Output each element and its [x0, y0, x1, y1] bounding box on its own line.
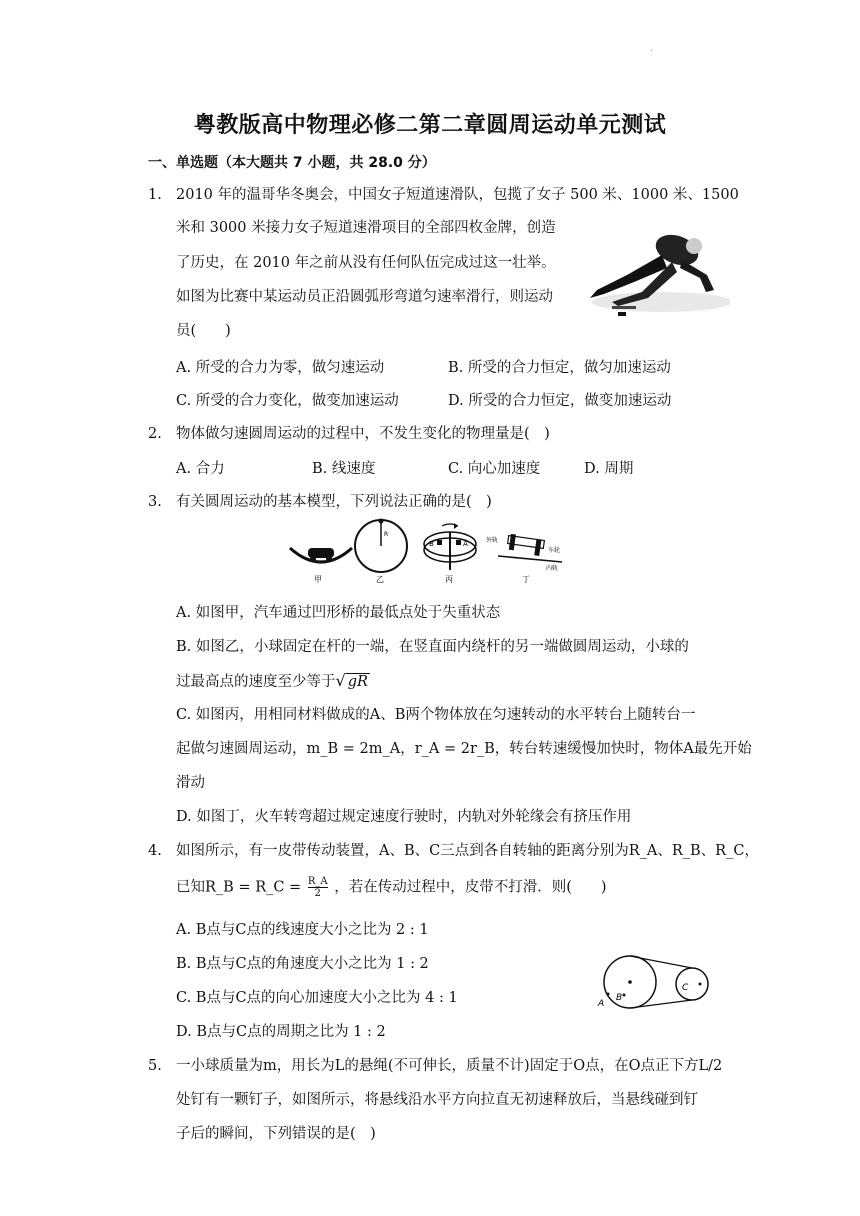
q2-option-c: C. 向心加速度	[448, 461, 541, 477]
q4-number: 4.	[148, 843, 162, 859]
figure-label-a: A	[463, 540, 468, 548]
fraction-numerator: R_A	[307, 876, 328, 887]
belt-label-b: B	[616, 993, 623, 1003]
q5-line-1: 一小球质量为m，用长为L的悬绳(不可伸长，质量不计)固定于O点，在O点正下方L/2	[176, 1058, 723, 1074]
q1-line-4: 如图为比赛中某运动员正沿圆弧形弯道匀速率滑行，则运动	[176, 289, 553, 305]
q1-option-b: B. 所受的合力恒定，做匀加速运动	[448, 360, 671, 376]
q2-option-a: A. 合力	[176, 461, 225, 477]
q5-line-3: 子后的瞬间，下列错误的是( )	[176, 1126, 376, 1142]
q1-line-5: 员( )	[176, 323, 231, 339]
figure-label-yi: 乙	[376, 575, 384, 584]
figure-label-jia: 甲	[314, 575, 322, 584]
q2-number: 2.	[148, 426, 162, 442]
document-title: 粤教版高中物理必修二第二章圆周运动单元测试	[193, 113, 667, 138]
figure-label-ding: 丁	[522, 575, 530, 584]
q2-text: 物体做匀速圆周运动的过程中，不发生变化的物理量是( )	[176, 426, 550, 442]
q2-option-b: B. 线速度	[312, 461, 376, 477]
q3-figures	[286, 518, 576, 586]
q3-option-c-line-3: 滑动	[176, 775, 205, 791]
q1-line-2: 米和 3000 米接力女子短道速滑项目的全部四枚金牌，创造	[176, 220, 556, 236]
sqrt-gr: gR	[347, 674, 368, 690]
q1-line-3: 了历史，在 2010 年之前从没有任何队伍完成过这一壮举。	[176, 255, 556, 271]
belt-label-a: A	[598, 999, 605, 1009]
q1-number: 1.	[148, 187, 162, 203]
figure-label-inner-rail: 内轨	[546, 565, 559, 572]
figure-label-r: R	[384, 531, 389, 538]
q5-line-2: 处钉有一颗钉子，如图所示，将悬线沿水平方向拉直无初速释放后，当悬线碰到钉	[176, 1092, 698, 1108]
q3-option-d: D. 如图丁，火车转弯超过规定速度行驶时，内轨对外轮缘会有挤压作用	[176, 809, 632, 825]
figure-label-b: B	[429, 540, 434, 548]
belt-label-c: C	[682, 983, 689, 993]
q4-option-c: C. B点与C点的向心加速度大小之比为 4 : 1	[176, 990, 458, 1006]
figure-label-wheel: 车轮	[548, 547, 561, 554]
q3-option-b-line-2: 过最高点的速度至少等于√ gR	[176, 671, 368, 690]
figure-label-bing: 丙	[445, 575, 453, 584]
q4-line-1: 如图所示，有一皮带传动装置，A、B、C三点到各自转轴的距离分别为R_A、R_B、R_C，	[176, 843, 759, 859]
header-dot: .	[650, 44, 653, 53]
q5-number: 5.	[148, 1058, 162, 1074]
fraction-denominator: 2	[314, 888, 321, 899]
q4-option-d: D. B点与C点的周期之比为 1 : 2	[176, 1024, 386, 1040]
q4-option-b: B. B点与C点的角速度大小之比为 1 : 2	[176, 956, 429, 972]
q3-option-c-line-1: C. 如图丙，用相同材料做成的A、B两个物体放在匀速转动的水平转台上随转台一	[176, 707, 696, 723]
speed-skater-image	[582, 220, 730, 318]
section-heading: 一、单选题（本大题共 7 小题，共 28.0 分）	[148, 155, 436, 171]
belt-drive-figure	[594, 950, 720, 1012]
q4-line-2: 已知R_B = R_C = $\frac{R\_A}{2}$ ，若在传动过程中，皮带不打滑．则( )	[176, 876, 607, 899]
q1-option-d: D. 所受的合力恒定，做变加速运动	[448, 393, 672, 409]
q3-text: 有关圆周运动的基本模型，下列说法正确的是( )	[176, 494, 492, 510]
q3-option-a: A. 如图甲，汽车通过凹形桥的最低点处于失重状态	[176, 605, 501, 621]
q1-option-c: C. 所受的合力变化，做变加速运动	[176, 393, 399, 409]
q3-number: 3.	[148, 494, 162, 510]
q2-option-d: D. 周期	[584, 461, 634, 477]
figure-label-outer-rail: 外轨	[486, 537, 499, 544]
q1-option-a: A. 所受的合力为零，做匀速运动	[176, 360, 385, 376]
q3-option-c-line-2: 起做匀速圆周运动，m_B = 2m_A，r_A = 2r_B，转台转速缓慢加快时，物体A最先开始	[176, 741, 752, 757]
q4-option-a: A. B点与C点的线速度大小之比为 2 : 1	[176, 922, 429, 938]
q3-option-b-line-1: B. 如图乙，小球固定在杆的一端，在竖直面内绕杆的另一端做圆周运动，小球的	[176, 639, 689, 655]
q1-line-1: 2010 年的温哥华冬奥会，中国女子短道速滑队，包揽了女子 500 米、1000 米、1500	[176, 187, 739, 203]
